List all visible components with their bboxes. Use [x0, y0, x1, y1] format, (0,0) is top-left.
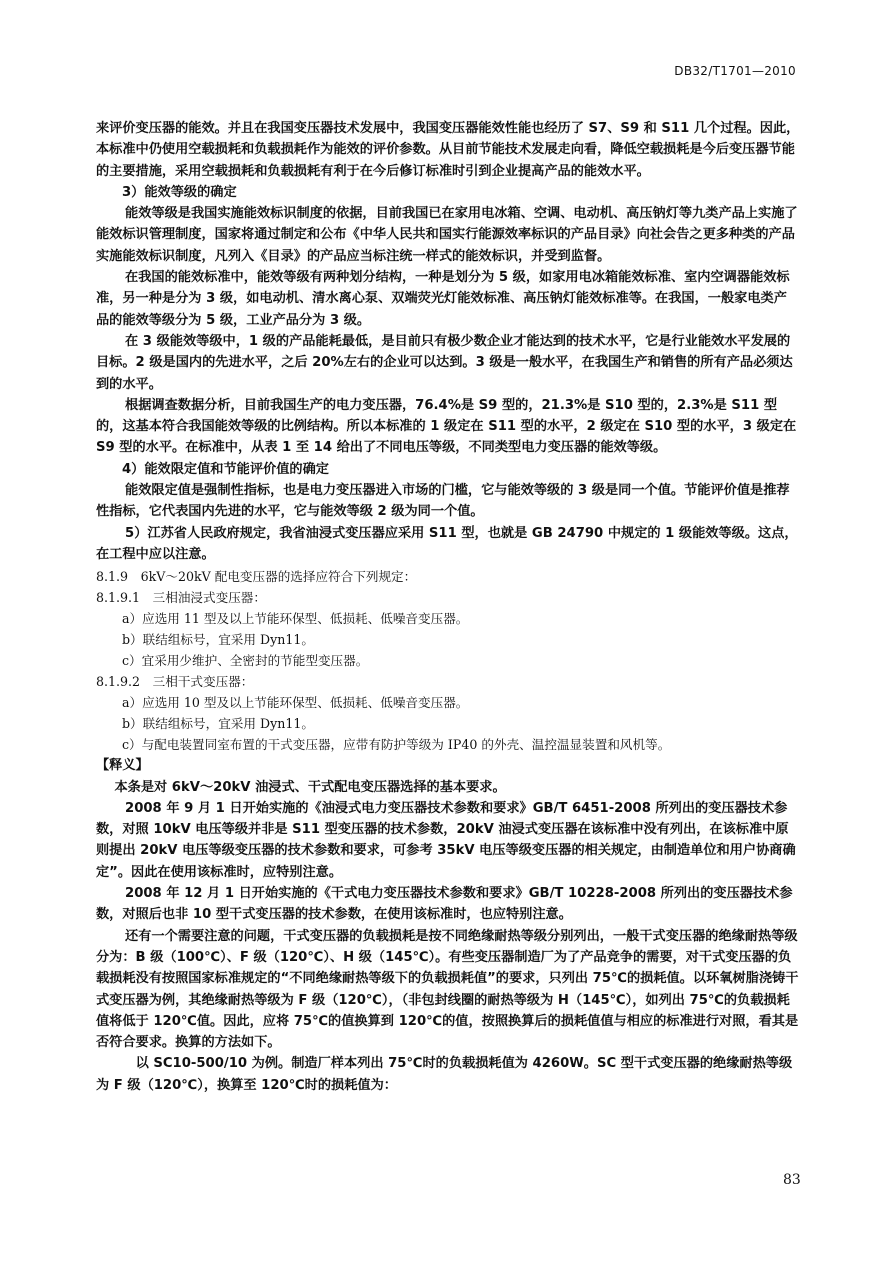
body-paragraph: 能效等级是我国实施能效标识制度的依据，目前我国已在家用电冰箱、空调、电动机、高压钠灯等九类产品上实施了能效标识管理制度，国家将通过制定和公布《中华人民共和国实行能源效率标识的产品目录》向社会告之更多种类的产品实施能效标识制度，凡列入《目录》的产品应当标注统一样式的能效标识，并受到监督。 [96, 206, 798, 264]
standard-code: DB32/T1701—2010 [674, 64, 796, 78]
clause-item: b）联结组标号，宜采用 Dyn11。 [122, 632, 314, 648]
clause-8-1-9: 8.1.9 6kV～20kV 配电变压器的选择应符合下列规定： [96, 569, 417, 585]
body-paragraph: 在 3 级能效等级中，1 级的产品能耗最低，是目前只有极少数企业才能达到的技术水平，它是行业能效水平发展的目标。2 级是国内的先进水平，之后 20%左右的企业可以达到。3 级是一般水平，在我国生产和销售的所有产品必须达到的水平。 [96, 333, 793, 392]
clause-item: b）联结组标号，宜采用 Dyn11。 [122, 716, 314, 732]
body-paragraph: 来评价变压器的能效。并且在我国变压器技术发展中，我国变压器能效性能也经历了 S7、S9 和 S11 几个过程。因此，本标准中仍使用空载损耗和负载损耗作为能效的评价参数。从目前节能技术发展走向看，降低空载损耗是今后变压器节能的主要措施，采用空载损耗和负载损耗有利于在今后修订标准时引到企业提高产品的能效水平。 [96, 121, 800, 179]
explanation-paragraph: 本条是对 6kV～20kV 油浸式、干式配电变压器选择的基本要求。 [114, 779, 506, 795]
explanation-paragraph: 2008 年 9 月 1 日开始实施的《油浸式电力变压器技术参数和要求》GB/T 6451-2008 所列出的变压器技术参数，对照 10kV 电压等级并非是 S11 型变压器的技术参数，20kV 油浸式变压器在该标准中没有列出，在该标准中原则提出 20kV 电压等级变压器的技术参数和要求，可参考 35kV 电压等级变压器的相关规定，由制造单位和用户协商确定”。因此在使用该标准时，应特别注意。 [96, 800, 796, 880]
section-heading: 3）能效等级的确定 [122, 184, 237, 200]
clause-item: c）与配电装置同室布置的干式变压器，应带有防护等级为 IP40 的外壳、温控温显装置和风机等。 [122, 737, 671, 753]
clause-item: c）宜采用少维护、全密封的节能型变压器。 [122, 653, 369, 669]
body-paragraph: 根据调查数据分析，目前我国生产的电力变压器，76.4%是 S9 型的，21.3%是 S10 型的，2.3%是 S11 型的，这基本符合我国能效等级的比例结构。所以本标准的 1 级定在 S11 型的水平，2 级定在 S10 型的水平，3 级定在 S9 型的水平。在标准中，从表 1 至 14 给出了不同电压等级，不同类型电力变压器的能效等级。 [96, 397, 797, 456]
clause-item: a）应选用 11 型及以上节能环保型、低损耗、低噪音变压器。 [122, 611, 469, 627]
clause-8-1-9-1: 8.1.9.1 三相油浸式变压器： [96, 590, 266, 606]
clause-8-1-9-2: 8.1.9.2 三相干式变压器： [96, 674, 254, 690]
clause-item: a）应选用 10 型及以上节能环保型、低损耗、低噪音变压器。 [122, 695, 469, 711]
explanation-heading: 【释义】 [96, 758, 149, 774]
explanation-paragraph: 还有一个需要注意的问题，干式变压器的负载损耗是按不同绝缘耐热等级分别列出，一般干式变压器的绝缘耐热等级分为：B 级（100℃）、F 级（120℃）、H 级（145℃）。有些变压器制造厂为了产品竞争的需要，对干式变压器的负载损耗没有按照国家标准规定的“不同绝缘耐热等级下的负载损耗值”的要求，只列出 75℃的损耗值。以环氧树脂浇铸干式变压器为例，其绝缘耐热等级为 F 级（120℃），（非包封线圈的耐热等级为 H（145℃），如列出 75℃的负载损耗值将低于 120℃值。因此，应将 75℃的值换算到 120℃的值，按照换算后的损耗值值与相应的标准进行对照，看其是否符合要求。换算的方法如下。 [96, 928, 799, 1051]
body-paragraph: 能效限定值是强制性指标，也是电力变压器进入市场的门槛，它与能效等级的 3 级是同一个值。节能评价值是推荐性指标，它代表国内先进的水平，它与能效等级 2 级为同一个值。 [96, 483, 790, 520]
body-paragraph: 在我国的能效标准中，能效等级有两种划分结构，一种是划分为 5 级，如家用电冰箱能效标准、室内空调器能效标准，另一种是分为 3 级，如电动机、清水离心泵、双端荧光灯能效标准、高压钠灯能效标准等。在我国，一般家电类产品的能效等级分为 5 级，工业产品分为 3 级。 [96, 270, 790, 328]
body-paragraph: 5）江苏省人民政府规定，我省油浸式变压器应采用 S11 型，也就是 GB 24790 中规定的 1 级能效等级。这点，在工程中应以注意。 [96, 525, 798, 562]
explanation-paragraph: 2008 年 12 月 1 日开始实施的《干式电力变压器技术参数和要求》GB/T 10228-2008 所列出的变压器技术参数，对照后也非 10 型干式变压器的技术参数，在使用该标准时，也应特别注意。 [96, 886, 793, 923]
section-heading: 4）能效限定值和节能评价值的确定 [122, 461, 329, 477]
page-body [96, 118, 800, 1096]
page-number: 83 [783, 1172, 801, 1188]
explanation-paragraph: 以 SC10-500/10 为例。制造厂样本列出 75℃时的负载损耗值为 4260W。SC 型干式变压器的绝缘耐热等级为 F 级（120℃），换算至 120℃时的损耗值为： [96, 1056, 793, 1093]
